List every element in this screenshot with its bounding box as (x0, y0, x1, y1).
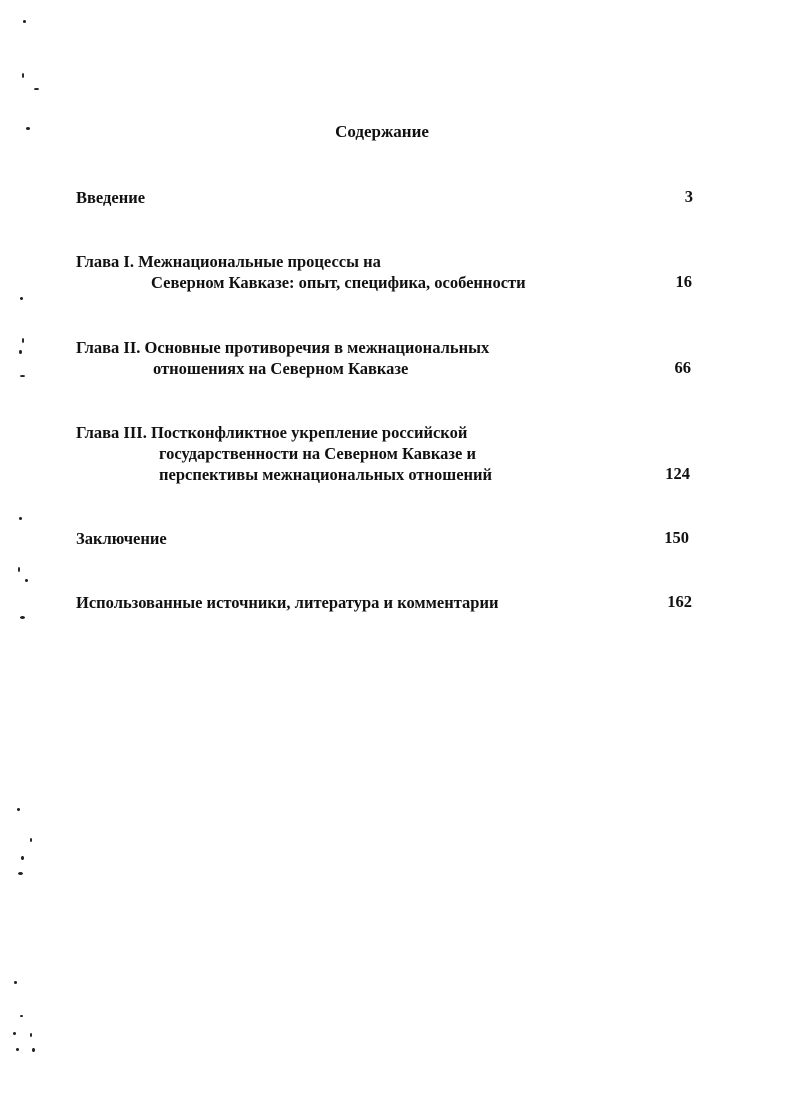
scan-speck (22, 73, 24, 78)
toc-title: Содержание (335, 122, 429, 141)
toc-entry-text-continued: Северном Кавказе: опыт, специфика, особенности (151, 273, 526, 292)
scan-speck (14, 981, 17, 984)
toc-page-number: 16 (675, 272, 692, 291)
scan-speck (25, 579, 28, 582)
toc-entry-text-continued: отношениях на Северном Кавказе (153, 359, 409, 378)
toc-entry-chapter-3 (76, 422, 492, 485)
toc-entry-text: Введение (76, 188, 146, 207)
scan-speck (20, 375, 25, 377)
toc-page-number: 162 (667, 592, 692, 611)
toc-entry-text: Использованные источники, литература и комментарии (76, 593, 499, 612)
toc-entry-conclusion (76, 528, 167, 549)
toc-page-number: 66 (674, 358, 691, 377)
toc-entry-text: Глава II. Основные противоречия в межнациональных (76, 338, 490, 357)
toc-entry-text: Глава I. Межнациональные процессы на (76, 252, 381, 271)
toc-entry-chapter-1 (76, 251, 526, 293)
scan-speck (19, 517, 22, 520)
scan-speck (30, 838, 32, 842)
scan-speck (34, 88, 39, 90)
scan-speck (22, 338, 24, 343)
toc-page-number: 150 (664, 528, 689, 547)
scan-speck (32, 1048, 35, 1052)
toc-page-number: 124 (665, 464, 690, 483)
scan-speck (30, 1033, 32, 1037)
scan-speck (18, 872, 23, 875)
toc-entry-sources (76, 592, 498, 613)
scan-speck (19, 350, 22, 354)
scan-speck (18, 567, 20, 572)
scan-speck (13, 1032, 16, 1035)
toc-entry-text-continued: перспективы межнациональных отношений (159, 465, 493, 484)
scan-speck (20, 616, 25, 619)
toc-page-number: 3 (684, 187, 693, 206)
scan-speck (23, 20, 26, 23)
toc-entry-chapter-2 (76, 337, 489, 379)
toc-entry-text-continued: государственности на Северном Кавказе и (159, 444, 476, 463)
toc-entry-introduction (76, 187, 145, 208)
scan-speck (26, 127, 30, 130)
scan-speck (20, 297, 23, 300)
toc-entry-text: Заключение (76, 529, 167, 548)
toc-entry-text: Глава III. Постконфликтное укрепление российской (76, 423, 468, 442)
scan-speck (17, 808, 20, 811)
scan-speck (16, 1048, 19, 1051)
scan-speck (20, 1015, 23, 1017)
scan-speck (21, 856, 24, 860)
